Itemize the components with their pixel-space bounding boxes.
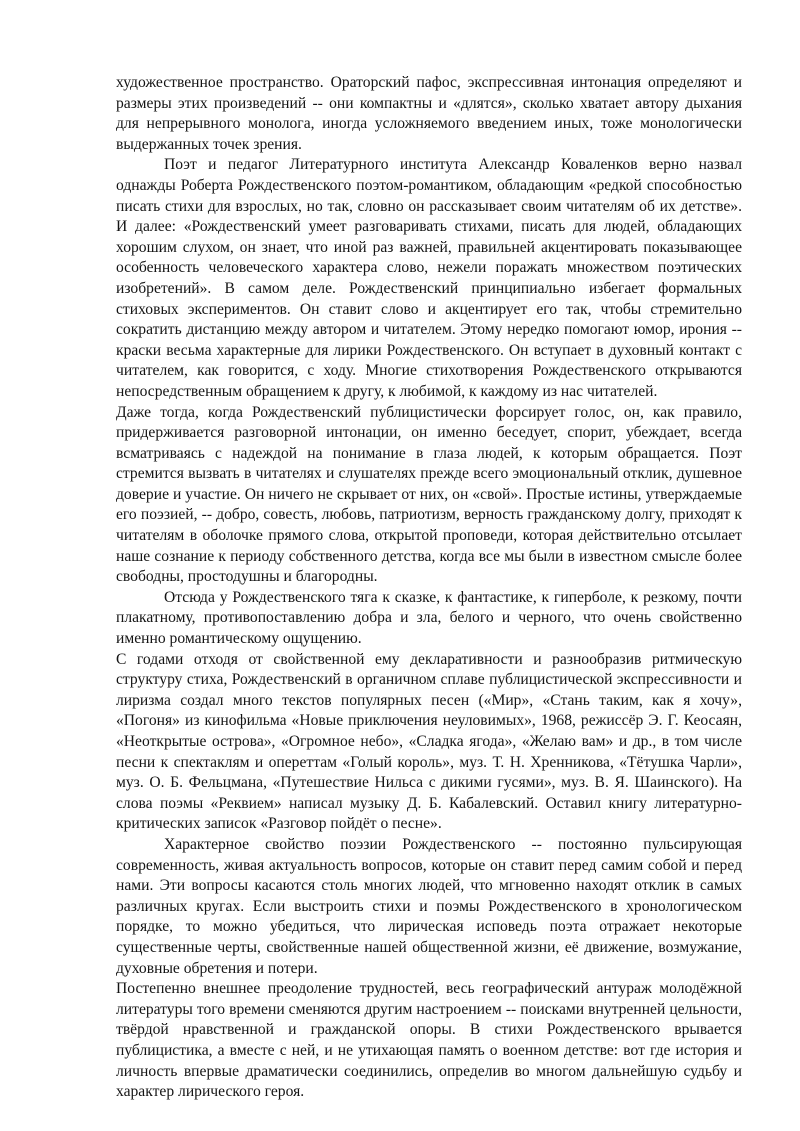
paragraph-7: Постепенно внешнее преодоление трудностей, весь географический антураж молодёжной литературы того времени сменяются другим настроением -- поисками внутренней цельности, твёрдой нравственной и гражданской опоры. В стихи Рождественского врывается публицистика, а вместе с ней, и не утихающая память о военном детстве: вот где история и личность впервые драматически соединились, определив во многом дальнейшую судьбу и характер лирического героя. <box>116 980 742 1101</box>
paragraph-2: Поэт и педагог Литературного института Александр Коваленков верно назвал однажды Роберта Рождественского поэтом-романтиком, обладающим «редкой способностью писать стихи для взрослых, но так, словно он рассказывает своим читателям об их детстве». И далее: «Рождественский умеет разговаривать стихами, писать для людей, обладающих хорошим слухом, он знает, что иной раз важней, правильней акцентировать показывающее особенность человеческого характера слово, нежели поражать множеством поэтических изобретений». В самом деле. Рождественский принципиально избегает формальных стиховых экспериментов. Он ставит слово и акцентирует его так, чтобы стремительно сократить дистанцию между автором и читателем. Этому нередко помогают юмор, ирония -- краски весьма характерные для лирики Рождественского. Он вступает в духовный контакт с читателем, как говорится, с ходу. Многие стихотворения Рождественского открываются непосредственным обращением к другу, к любимой, к каждому из нас читателей. <box>116 156 742 400</box>
document-page <box>116 73 742 1103</box>
paragraph-4: Отсюда у Рождественского тяга к сказке, к фантастике, к гиперболе, к резкому, почти плакатному, противопоставлению добра и зла, белого и черного, что очень свойственно именно романтическому ощущению. <box>116 588 742 648</box>
paragraph-6: Характерное свойство поэзии Рождественского -- постоянно пульсирующая современность, живая актуальность вопросов, которые он ставит перед самим собой и перед нами. Эти вопросы касаются столь многих людей, что мгновенно находят отклик в самых различных кругах. Если выстроить стихи и поэмы Рождественского в хронологическом порядке, то можно убедиться, что лирическая исповедь поэта отражает некоторые существенные черты, свойственные нашей общественной жизни, её движение, возмужание, духовные обретения и потери. <box>116 835 742 977</box>
paragraph-3: Даже тогда, когда Рождественский публицистически форсирует голос, он, как правило, придерживается разговорной интонации, он именно беседует, спорит, убеждает, всегда всматриваясь с надеждой на понимание в глаза людей, к которым обращается. Поэт стремится вызвать в читателях и слушателях прежде всего эмоциональный отклик, душевное доверие и участие. Он ничего не скрывает от них, он «свой». Простые истины, утверждаемые его поэзией, -- добро, совесть, любовь, патриотизм, верность гражданскому долгу, приходят к читателям в оболочке прямого слова, открытой проповеди, которая действительно отсылает наше сознание к периоду собственного детства, когда все мы были в известном смысле более свободны, простодушны и благородны. <box>116 403 742 586</box>
paragraph-1: художественное пространство. Ораторский пафос, экспрессивная интонация определяют и размеры этих произведений -- они компактны и «длятся», сколько хватает автору дыхания для непрерывного монолога, иногда усложняемого введением иных, тоже монологически выдержанных точек зрения. <box>116 74 742 153</box>
paragraph-5: С годами отходя от свойственной ему декларативности и разнообразив ритмическую структуру стиха, Рождественский в органичном сплаве публицистической экспрессивности и лиризма создал много текстов популярных песен («Мир», «Стань таким, как я хочу», «Погоня» из кинофильма «Новые приключения неуловимых», 1968, режиссёр Э. Г. Кеосаян, «Неоткрытые острова», «Огромное небо», «Сладка ягода», «Желаю вам» и др., в том числе песни к спектаклям и опереттам «Голый король», муз. Т. Н. Хренникова, «Тётушка Чарли», муз. О. Б. Фельцмана, «Путешествие Нильса с дикими гусями», муз. В. Я. Шаинского). На слова поэмы «Реквием» написал музыку Д. Б. Кабалевский. Оставил книгу литературно-критических записок «Разговор пойдёт о песне». <box>116 650 742 833</box>
